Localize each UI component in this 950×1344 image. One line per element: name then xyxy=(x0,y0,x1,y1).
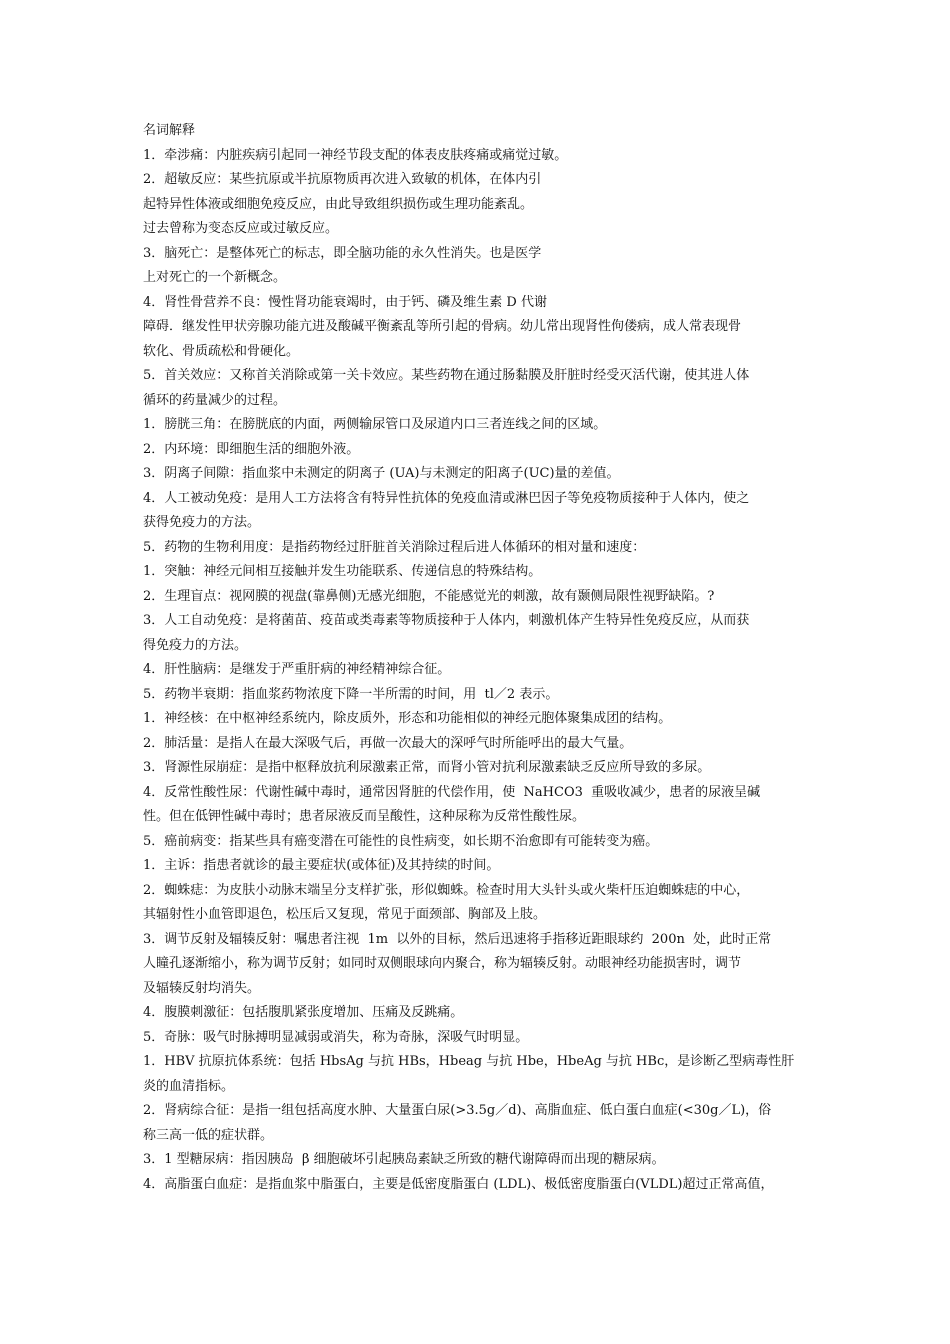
text-line: 4．肾性骨营养不良：慢性肾功能衰竭时，由于钙、磷及维生素 D 代谢 xyxy=(143,294,547,310)
text-line: 软化、骨质疏松和骨硬化。 xyxy=(143,343,300,359)
text-line: 过去曾称为变态反应或过敏反应。 xyxy=(143,221,339,236)
text-line: 5．药物半衰期：指血浆药物浓度下降一半所需的时间，用 tl／2 表示。 xyxy=(143,686,559,702)
text-line: 其辐射性小血管即退色，松压后又复现，常见于面颈部、胸部及上肢。 xyxy=(143,907,547,922)
text-line: 1．主诉：指患者就诊的最主要症状(或体征)及其持续的时间。 xyxy=(143,858,500,873)
text-line: 3．调节反射及辐辏反射：嘱患者注视 1m 以外的目标，然后迅速将手指移近距眼球约 200n 处，此时正常 xyxy=(143,931,772,947)
text-line: 5．药物的生物利用度：是指药物经过肝脏首关消除过程后进人体循环的相对量和速度： xyxy=(143,539,646,555)
text-line: 2．肺活量：是指人在最大深吸气后，再做一次最大的深呼气时所能呼出的最大气量。 xyxy=(143,735,633,751)
text-line: 人瞳孔逐渐缩小，称为调节反射；如同时双侧眼球向内聚合，称为辐辏反射。动眼神经功能损害时，调节 xyxy=(143,956,742,971)
text-line: 2．内环境：即细胞生活的细胞外液。 xyxy=(143,441,360,457)
text-line: 4．腹膜刺激征：包括腹肌紧张度增加、压痛及反跳痛。 xyxy=(143,1005,464,1020)
text-line: 2．蜘蛛痣：为皮肤小动脉末端呈分支样扩张，形似蜘蛛。检查时用大头针头或火柴杆压迫蜘蛛痣的中心， xyxy=(143,882,750,898)
text-line: 1．神经核：在中枢神经系统内，除皮质外，形态和功能相似的神经元胞体聚集成团的结构。 xyxy=(143,711,672,726)
section-heading: 名词解释 xyxy=(143,123,196,138)
text-line: 1．突触：神经元间相互接触并发生功能联系、传递信息的特殊结构。 xyxy=(143,564,542,579)
document-body xyxy=(143,119,811,1197)
text-line: 2．生理盲点：视网膜的视盘(靠鼻侧)无感光细胞，不能感觉光的刺激，故有颞侧局限性视野缺陷。? xyxy=(143,588,715,604)
text-line: 获得免疫力的方法。 xyxy=(143,515,261,530)
text-line: 5．奇脉：吸气时脉搏明显减弱或消失，称为奇脉，深吸气时明显。 xyxy=(143,1029,529,1045)
text-line: 2．超敏反应：某些抗原或半抗原物质再次进入致敏的机体，在体内引 xyxy=(143,172,542,187)
text-line: 4．肝性脑病：是继发于严重肝病的神经精神综合征。 xyxy=(143,662,451,677)
text-line: 起特异性体液或细胞免疫反应，由此导致组织损伤或生理功能紊乱。 xyxy=(143,196,534,212)
text-line: 3．脑死亡：是整体死亡的标志，即全脑功能的永久性消失。也是医学 xyxy=(143,245,542,261)
text-line: 3．肾源性尿崩症：是指中枢释放抗利尿激素正常，而肾小管对抗利尿激素缺乏反应所导致的多尿。 xyxy=(143,760,711,775)
text-line: 2．肾病综合征：是指一组包括高度水肿、大量蛋白尿(>3.5g／d)、高脂血症、低白蛋白血症(<30g／L)，俗 xyxy=(143,1103,772,1118)
text-line: 4．人工被动免疫：是用人工方法将含有特异性抗体的免疫血清或淋巴因子等免疫物质接种于人体内，使之 xyxy=(143,490,750,506)
text-line: 3．1 型糖尿病：指因胰岛 β 细胞破坏引起胰岛素缺乏所致的糖代谢障碍而出现的糖尿病。 xyxy=(143,1152,665,1167)
text-line: 4．反常性酸性尿：代谢性碱中毒时，通常因肾脏的代偿作用，使 NaHCO3 重吸收减少，患者的尿液呈碱 xyxy=(143,784,761,800)
text-line: 炎的血清指标。 xyxy=(143,1078,235,1094)
text-line: 性。但在低钾性碱中毒时；患者尿液反而呈酸性，这种尿称为反常性酸性尿。 xyxy=(143,809,586,824)
text-line: 障碍．继发性甲状旁腺功能亢进及酸碱平衡紊乱等所引起的骨病。幼儿常出现肾性佝偻病，成人常表现骨 xyxy=(143,319,742,334)
text-line: 及辐辏反射均消失。 xyxy=(143,980,261,996)
text-line: 3．人工自动免疫：是将菌苗、疫苗或类毒素等物质接种于人体内，刺激机体产生特异性免疫反应，从而获 xyxy=(143,613,750,628)
text-line: 上对死亡的一个新概念。 xyxy=(143,270,287,285)
text-line: 5．首关效应：又称首关消除或第一关卡效应。某些药物在通过肠黏膜及肝脏时经受灭活代谢，使其进人体 xyxy=(143,368,750,383)
text-line: 得免疫力的方法。 xyxy=(143,637,248,653)
text-line: 5．癌前病变：指某些具有癌变潜在可能性的良性病变，如长期不治愈即有可能转变为癌。 xyxy=(143,833,659,849)
text-line: 称三高一低的症状群。 xyxy=(143,1127,274,1143)
text-line: 1．膀胱三角：在膀胱底的内面，两侧输尿管口及尿道内口三者连线之间的区域。 xyxy=(143,417,607,432)
text-line: 循环的药量减少的过程。 xyxy=(143,392,287,408)
text-line: 1．HBV 抗原抗体系统：包括 HbsAg 与抗 HBs，Hbeag 与抗 Hbe，HbeAg 与抗 HBc，是诊断乙型病毒性肝 xyxy=(143,1054,795,1069)
text-line: 4．高脂蛋白血症：是指血浆中脂蛋白，主要是低密度脂蛋白 (LDL)、极低密度脂蛋白(VLDL)超过正常高值， xyxy=(143,1176,774,1192)
text-line: 1．牵涉痛：内脏疾病引起同一神经节段支配的体表皮肤疼痛或痛觉过敏。 xyxy=(143,147,568,163)
text-line: 3．阴离子间隙：指血浆中未测定的阴离子 (UA)与未测定的阳离子(UC)量的差值。 xyxy=(143,466,620,481)
